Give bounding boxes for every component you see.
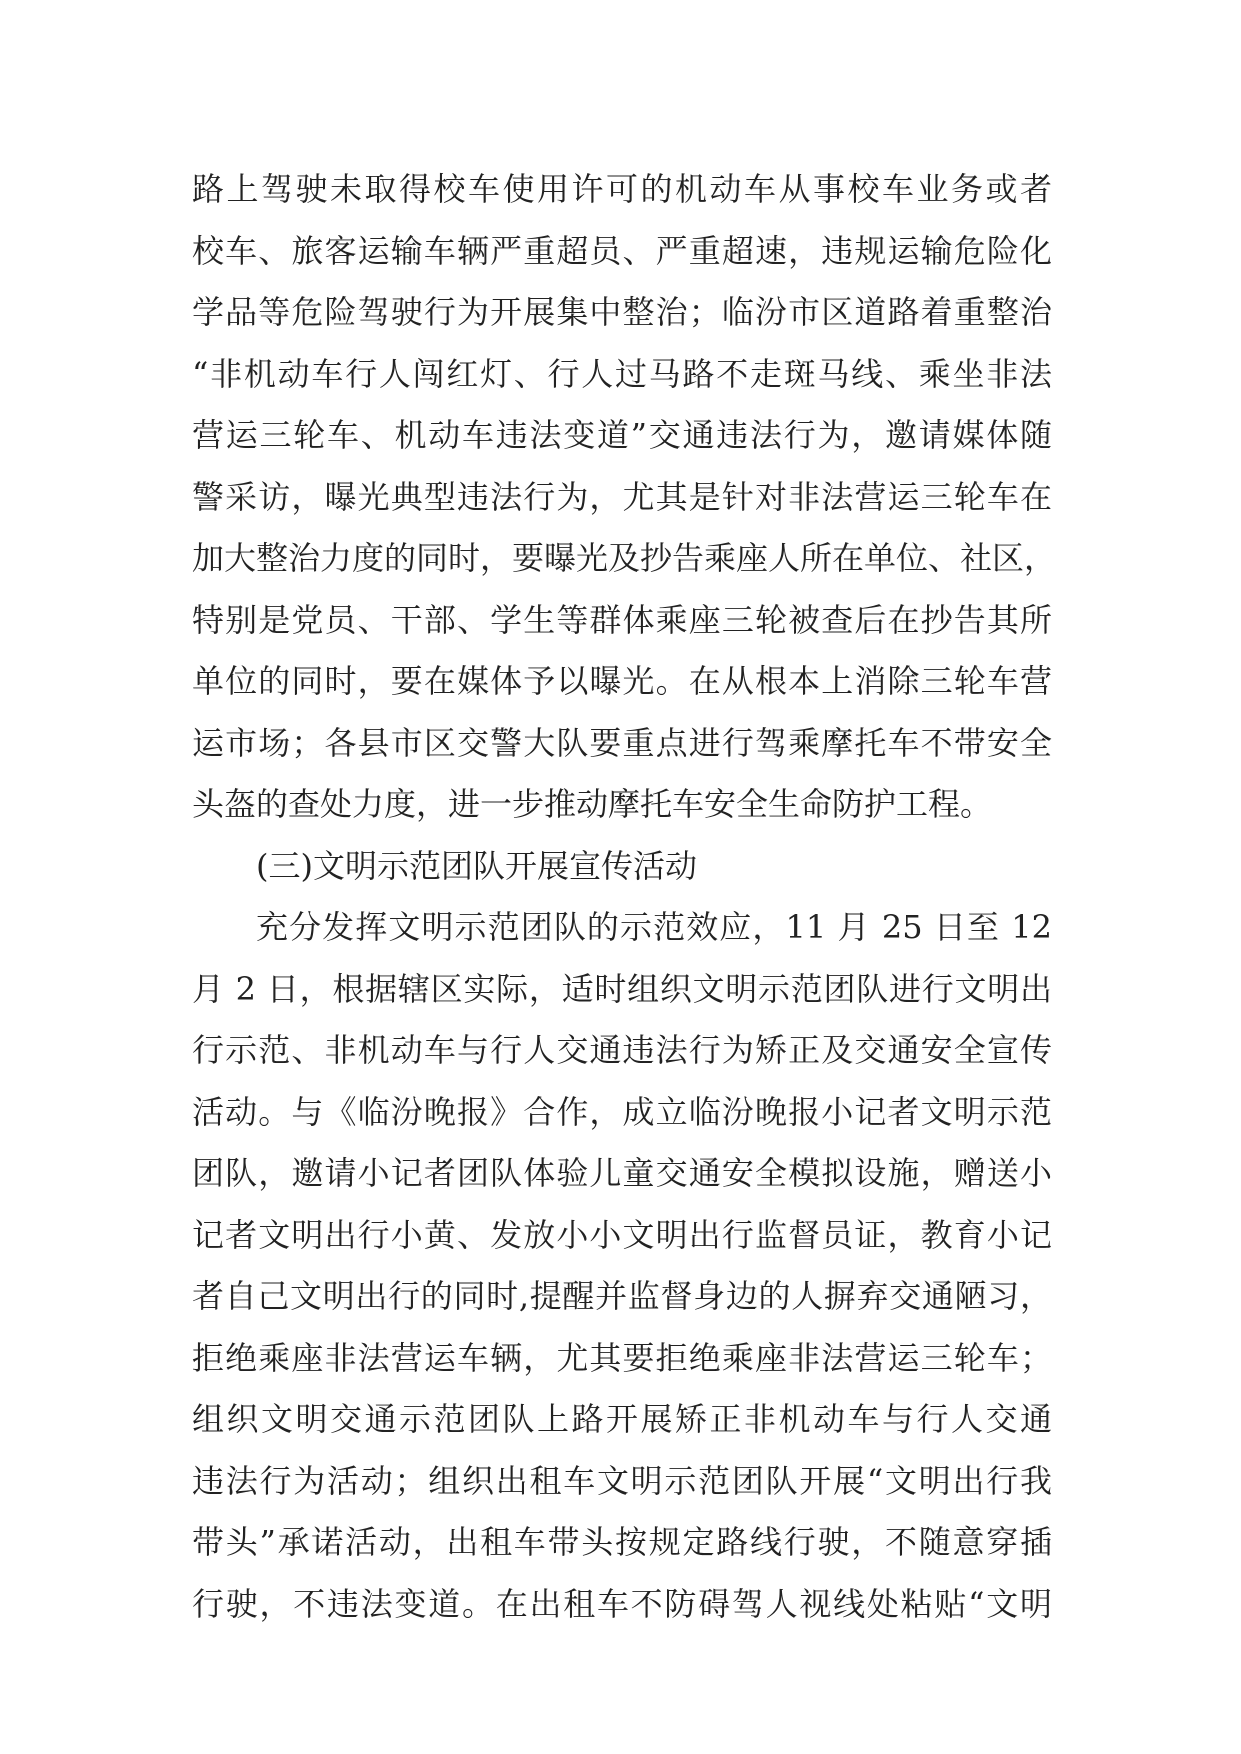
text-line: “非机动车行人闯红灯、行人过马路不走斑马线、乘坐非法	[192, 354, 1052, 393]
text-line: 充分发挥文明示范团队的示范效应，11 月 25 日至 12	[256, 908, 1052, 946]
text-line: 路上驾驶未取得校车使用许可的机动车从事校车业务或者	[192, 170, 1052, 208]
text-line: 行驶，不违法变道。在出租车不防碍驾人视线处粘贴“文明	[192, 1584, 1052, 1623]
text-line: 特别是党员、干部、学生等群体乘座三轮被查后在抄告其所	[192, 600, 1052, 639]
text-line: 违法行为活动；组织出租车文明示范团队开展“文明出行我	[192, 1461, 1052, 1500]
text-line: 活动。与《临汾晚报》合作，成立临汾晚报小记者文明示范	[192, 1092, 1052, 1131]
text-line: 警采访，曝光典型违法行为，尤其是针对非法营运三轮车在	[192, 477, 1052, 516]
text-line: 月 2 日，根据辖区实际，适时组织文明示范团队进行文明出	[192, 969, 1052, 1008]
text-line: 校车、旅客运输车辆严重超员、严重超速，违规运输危险化	[192, 231, 1052, 270]
text-line: 记者文明出行小黄、发放小小文明出行监督员证，教育小记	[192, 1215, 1052, 1254]
text-line: 拒绝乘座非法营运车辆，尤其要拒绝乘座非法营运三轮车；	[192, 1338, 1052, 1377]
text-line: 学品等危险驾驶行为开展集中整治；临汾市区道路着重整治	[192, 293, 1052, 331]
text-line: 运市场；各县市区交警大队要重点进行驾乘摩托车不带安全	[192, 723, 1052, 762]
text-line: 头盔的查处力度，进一步推动摩托车安全生命防护工程。	[192, 785, 993, 823]
text-line: 组织文明交通示范团队上路开展矫正非机动车与行人交通	[192, 1400, 1052, 1438]
text-line: 单位的同时，要在媒体予以曝光。在从根本上消除三轮车营	[192, 662, 1052, 700]
text-line: 营运三轮车、机动车违法变道”交通违法行为，邀请媒体随	[192, 416, 1052, 454]
document-body	[192, 159, 1057, 1635]
text-line: 团队，邀请小记者团队体验儿童交通安全模拟设施，赠送小	[192, 1154, 1052, 1192]
text-line: 行示范、非机动车与行人交通违法行为矫正及交通安全宣传	[192, 1031, 1052, 1069]
text-line: 带头”承诺活动，出租车带头按规定路线行驶，不随意穿插	[192, 1523, 1052, 1561]
text-line: 加大整治力度的同时，要曝光及抄告乘座人所在单位、社区，	[192, 539, 1057, 577]
text-line: 者自己文明出行的同时,提醒并监督身边的人摒弃交通陋习，	[192, 1277, 1052, 1315]
section-heading: (三)文明示范团队开展宣传活动	[256, 846, 697, 885]
